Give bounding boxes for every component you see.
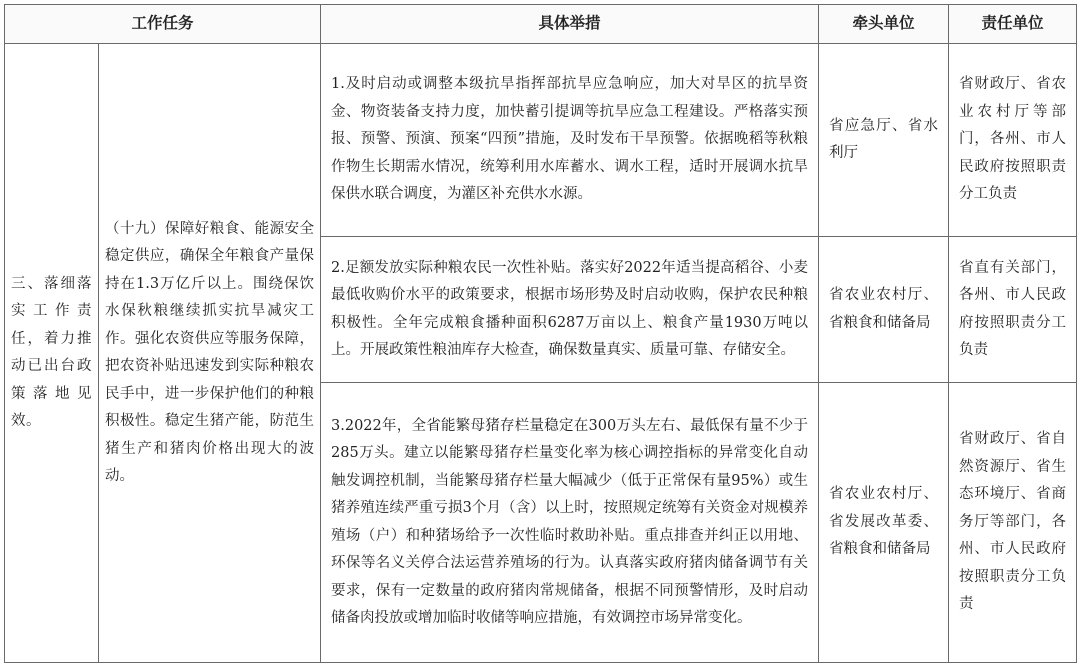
responsible-unit-cell: 省财政厅、省自然资源厅、省生态环境厅、省商务厅等部门，各州、市人民政府按照职责分工负责: [949, 383, 1077, 663]
responsible-unit-cell: 省直有关部门，各州、市人民政府按照职责分工负责: [949, 237, 1077, 383]
header-lead-unit: 牵头单位: [819, 5, 949, 44]
task-table: [4, 4, 1077, 663]
task-cell: 三、落细落实工作责任，着力推动已出台政策落地见效。: [5, 44, 99, 663]
subtask-cell: （十九）保障好粮食、能源安全稳定供应，确保全年粮食产量保持在1.3万亿斤以上。围绕保饮水保秋粮继续抓实抗旱减灾工作。强化农资供应等服务保障，把农资补贴迅速发到实际种粮农民手中，进一步保护他们的种粮积极性。稳定生猪产能，防范生猪生产和猪肉价格出现大的波动。: [99, 44, 321, 663]
measure-cell: 3.2022年，全省能繁母猪存栏量稳定在300万头左右、最低保有量不少于285万头。建立以能繁母猪存栏量变化率为核心调控指标的异常变化自动触发调控机制，当能繁母猪存栏量大幅减少（低于正常保有量95%）或生猪养殖连续严重亏损3个月（含）以上时，按照规定统筹有关资金对规模养殖场（户）和种猪场给予一次性临时救助补贴。重点排查并纠正以用地、环保等名义关停合法运营养殖场的行为。认真落实政府猪肉储备调节有关要求，保有一定数量的政府猪肉常规储备，根据不同预警情形，及时启动储备肉投放或增加临时收储等响应措施，有效调控市场异常变化。: [321, 383, 819, 663]
responsible-unit-cell: 省财政厅、省农业农村厅等部门，各州、市人民政府按照职责分工负责: [949, 44, 1077, 237]
header-measures: 具体举措: [321, 5, 819, 44]
measure-cell: 2.足额发放实际种粮农民一次性补贴。落实好2022年适当提高稻谷、小麦最低收购价水平的政策要求，根据市场形势及时启动收购，保护农民种粮积极性。全年完成粮食播种面积6287万亩以上、粮食产量1930万吨以上。开展政策性粮油库存大检查，确保数量真实、质量可靠、存储安全。: [321, 237, 819, 383]
table-row: [5, 44, 1077, 237]
measure-cell: 1.及时启动或调整本级抗旱指挥部抗旱应急响应，加大对旱区的抗旱资金、物资装备支持力度，加快蓄引提调等抗旱应急工程建设。严格落实预报、预警、预演、预案“四预”措施，及时发布干旱预警。依据晚稻等秋粮作物生长期需水情况，统筹利用水库蓄水、调水工程，适时开展调水抗旱保供水联合调度，为灌区补充供水水源。: [321, 44, 819, 237]
header-responsible-unit: 责任单位: [949, 5, 1077, 44]
header-row: [5, 5, 1077, 44]
lead-unit-cell: 省农业农村厅、省粮食和储备局: [819, 237, 949, 383]
header-work-task: 工作任务: [5, 5, 321, 44]
lead-unit-cell: 省农业农村厅、省发展改革委、省粮食和储备局: [819, 383, 949, 663]
lead-unit-cell: 省应急厅、省水利厅: [819, 44, 949, 237]
